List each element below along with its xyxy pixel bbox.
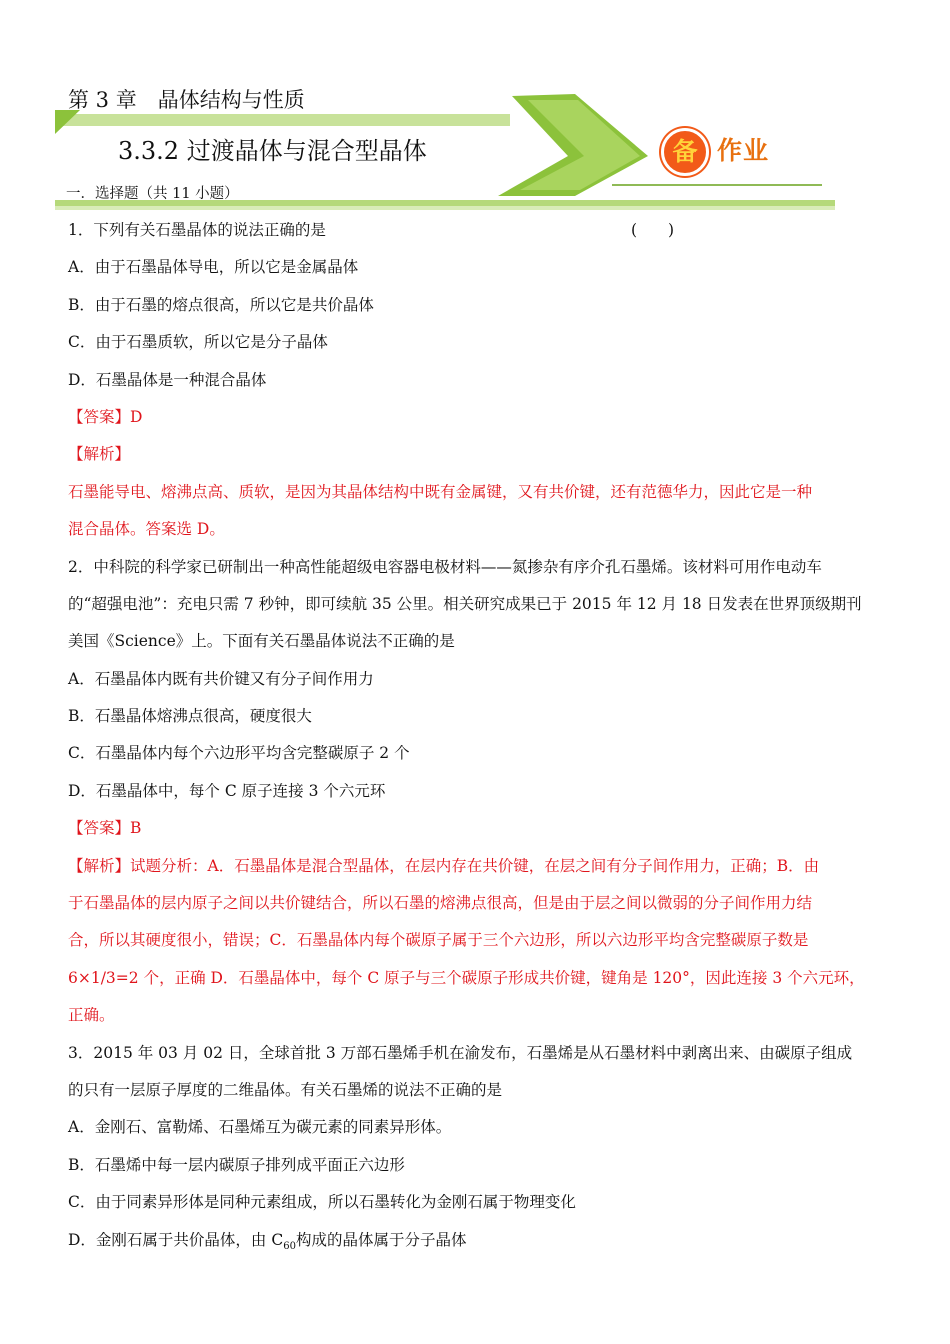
question-1-stem [68,212,883,249]
document-body [68,212,883,1259]
chapter-title: 第 3 章 晶体结构与性质 [68,88,305,112]
q3-stem-line: 的只有一层原子厚度的二维晶体。有关石墨烯的说法不正确的是 [68,1080,503,1099]
q2-analysis-line: 于石墨晶体的层内原子之间以共价键结合，所以石墨的熔沸点很高，但是由于层之间以微弱的分子间作用力结 [68,894,813,913]
q2-option-c: C．石墨晶体内每个六边形平均含完整碳原子 2 个 [68,744,410,763]
q2-stem-line: 2．中科院的科学家已研制出一种高性能超级电容器电极材料——氮掺杂有序介孔石墨烯。该材料可用作电动车 [68,557,822,576]
q1-analysis-label: 【解析】 [68,445,131,464]
q3-stem-line: 3．2015 年 03 月 02 日，全球首批 3 万部石墨烯手机在渝发布，石墨烯是从石墨材料中剥离出来、由碳原子组成 [68,1043,853,1062]
q2-analysis-line: 正确。 [68,1006,115,1025]
q2-answer: 【答案】B [68,819,142,838]
answer-blank: ( ) [631,221,675,239]
section-title: 3.3.2 过渡晶体与混合型晶体 [118,137,427,165]
q3-option-d-text: D．金刚石属于共价晶体，由 C [68,1230,284,1249]
q2-analysis-line: 【解析】试题分析：A．石墨晶体是混合型晶体，在层内存在共价键，在层之间有分子间作用力，正确；B．由 [68,856,820,875]
q1-option-b: B．由于石墨的熔点很高，所以它是共价晶体 [68,295,374,314]
question-section-heading: 一．选择题（共 11 小题） [66,186,239,202]
q1-option-c: C．由于石墨质软，所以它是分子晶体 [68,333,328,352]
q2-stem-line: 美国《Science》上。下面有关石墨晶体说法不正确的是 [68,632,455,651]
q2-stem-line: 的“超强电池”：充电只需 7 秒钟，即可续航 35 公里。相关研究成果已于 2015 年 12 月 18 日发表在世界顶级期刊 [68,594,862,613]
q3-option-d [68,1222,883,1259]
badge-icon: 备 [661,128,709,176]
q1-option-d: D．石墨晶体是一种混合晶体 [68,370,267,389]
q2-analysis-line: 6×1/3=2 个，正确 D．石墨晶体中，每个 C 原子与三个碳原子形成共价键，键角是 120°，因此连接 3 个六元环， [68,968,865,987]
q3-option-c: C．由于同素异形体是同种元素组成，所以石墨转化为金刚石属于物理变化 [68,1193,576,1212]
page-header [0,0,950,220]
q3-option-d-text-end: 构成的晶体属于分子晶体 [295,1230,467,1249]
q2-option-a: A．石墨晶体内既有共价键又有分子间作用力 [68,669,374,688]
q1-option-a: A．由于石墨晶体导电，所以它是金属晶体 [68,258,359,277]
q2-option-d: D．石墨晶体中，每个 C 原子连接 3 个六元环 [68,781,386,800]
q3-option-b: B．石墨烯中每一层内碳原子排列成平面正六边形 [68,1155,405,1174]
q2-analysis-line: 合，所以其硬度很小，错误；C．石墨晶体内每个碳原子属于三个六边形，所以六边形平均含完整碳原子数是 [68,931,809,950]
q2-option-b: B．石墨晶体熔沸点很高，硬度很大 [68,707,312,726]
badge-label: 作业 [717,136,770,165]
q1-answer: 【答案】D [68,407,143,426]
q3-option-a: A．金刚石、富勒烯、石墨烯互为碳元素的同素异形体。 [68,1118,452,1137]
q1-analysis-line: 石墨能导电、熔沸点高、质软，是因为其晶体结构中既有金属键，又有共价键，还有范德华力，因此它是一种 [68,482,813,501]
question-1-text: 1．下列有关石墨晶体的说法正确的是 [68,221,326,239]
q1-analysis-line: 混合晶体。答案选 D。 [68,520,225,539]
q3-option-d-subscript: 60 [283,1240,296,1252]
